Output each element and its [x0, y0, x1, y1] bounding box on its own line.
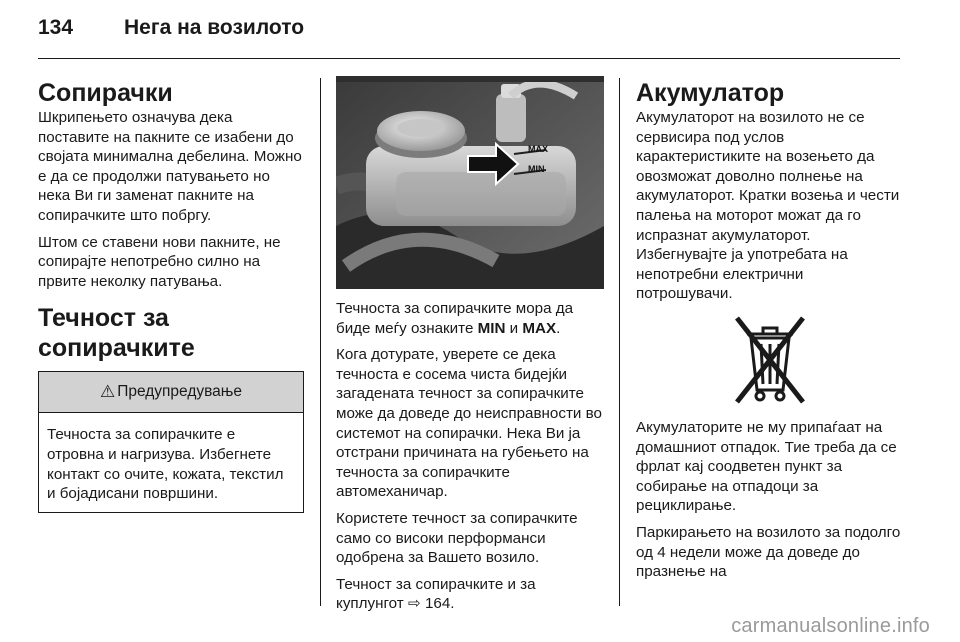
warning-header	[39, 372, 303, 413]
page-number: 134	[38, 16, 74, 39]
warning-box	[38, 371, 304, 512]
reference-page: 164.	[420, 595, 455, 613]
reservoir-illustration	[336, 76, 604, 289]
section-heading-brake-fluid: Течност за сопирачките	[38, 304, 195, 363]
watermark-text: carmanualsonline.info	[731, 615, 930, 637]
left-column	[38, 78, 304, 513]
fluid-level-text: Течноста за сопирачките мора да биде меѓу ознаките	[336, 300, 574, 337]
battery-paragraph-2: Акумулаторите не му припаѓаат на домашниот отпадок. Тие треба да се фрлат кај соодветен пункт за собирање на отпадоци за рециклирање.	[636, 418, 897, 515]
fluid-level-paragraph	[336, 299, 606, 338]
reference-text: Течност за сопирачките и за куплунгот	[336, 575, 536, 613]
chapter-title: Нега на возилото	[124, 16, 305, 39]
max-label: MAX	[522, 319, 557, 337]
right-column	[636, 78, 904, 589]
column-divider-2	[619, 78, 620, 606]
battery-paragraph-1: Акумулаторот на возилото не се сервисира под услов карактеристиките на возењето да овозможат доволно полнење на акумулаторот. Кратки возења и чести палења на моторот можат да го испразнат акумулаторот. Избегнувајте ја употребата на непотребни електрични потрошувачи.	[636, 109, 900, 303]
crossed-out-bin-icon	[733, 314, 807, 406]
section-heading-battery: Акумулатор	[636, 79, 785, 107]
warning-text: Течноста за сопирачките е отровна и нагризува. Избегнете контакт со очите, кожата, текстил и бојадисани површини.	[47, 426, 284, 503]
warning-title: Предупредување	[117, 383, 243, 401]
header-divider	[38, 58, 900, 59]
fluid-reference-paragraph	[336, 575, 606, 614]
period-text: .	[556, 319, 561, 337]
and-text: и	[505, 319, 523, 337]
page-header	[38, 16, 900, 48]
brakes-paragraph-2: Штом се ставени нови пакните, не сопирајте непотребно силно на првите неколку патувања.	[38, 233, 281, 290]
page-reference-icon: ⇨	[407, 595, 421, 613]
brakes-paragraph-1: Шкрипењето означува дека поставите на пакните се изабени до својата минимална дебелина. Можно е да се продолжи патувањето но нека Ви ги заменат пакните на сопирачките што побргу.	[38, 109, 302, 224]
min-mark-label: MIN	[528, 164, 545, 174]
warning-triangle-icon: ⚠	[99, 382, 116, 402]
warning-body	[39, 413, 303, 511]
section-heading-brakes: Сопирачки	[38, 79, 173, 107]
fluid-quality-paragraph: Користете течност за сопирачките само со високи перформанси одобрена за Вашето возило.	[336, 509, 578, 567]
brake-fluid-reservoir-photo	[336, 76, 604, 289]
column-divider-1	[320, 78, 321, 606]
battery-paragraph-3: Паркирањето на возилото за подолго од 4 недели може да доведе до празнење на	[636, 523, 901, 581]
topping-up-paragraph: Кога дотурате, уверете се дека течноста е сосема чиста бидејќи загадената течност за сопирачките може да доведе до неисправности во системот на сопирачки. Нека Ви ја отстрани причината на губењето на течноста за сопирачките автомеханичар.	[336, 346, 602, 501]
middle-column	[336, 299, 606, 621]
max-mark-label: MAX	[528, 144, 548, 154]
min-label: MIN	[477, 319, 506, 337]
